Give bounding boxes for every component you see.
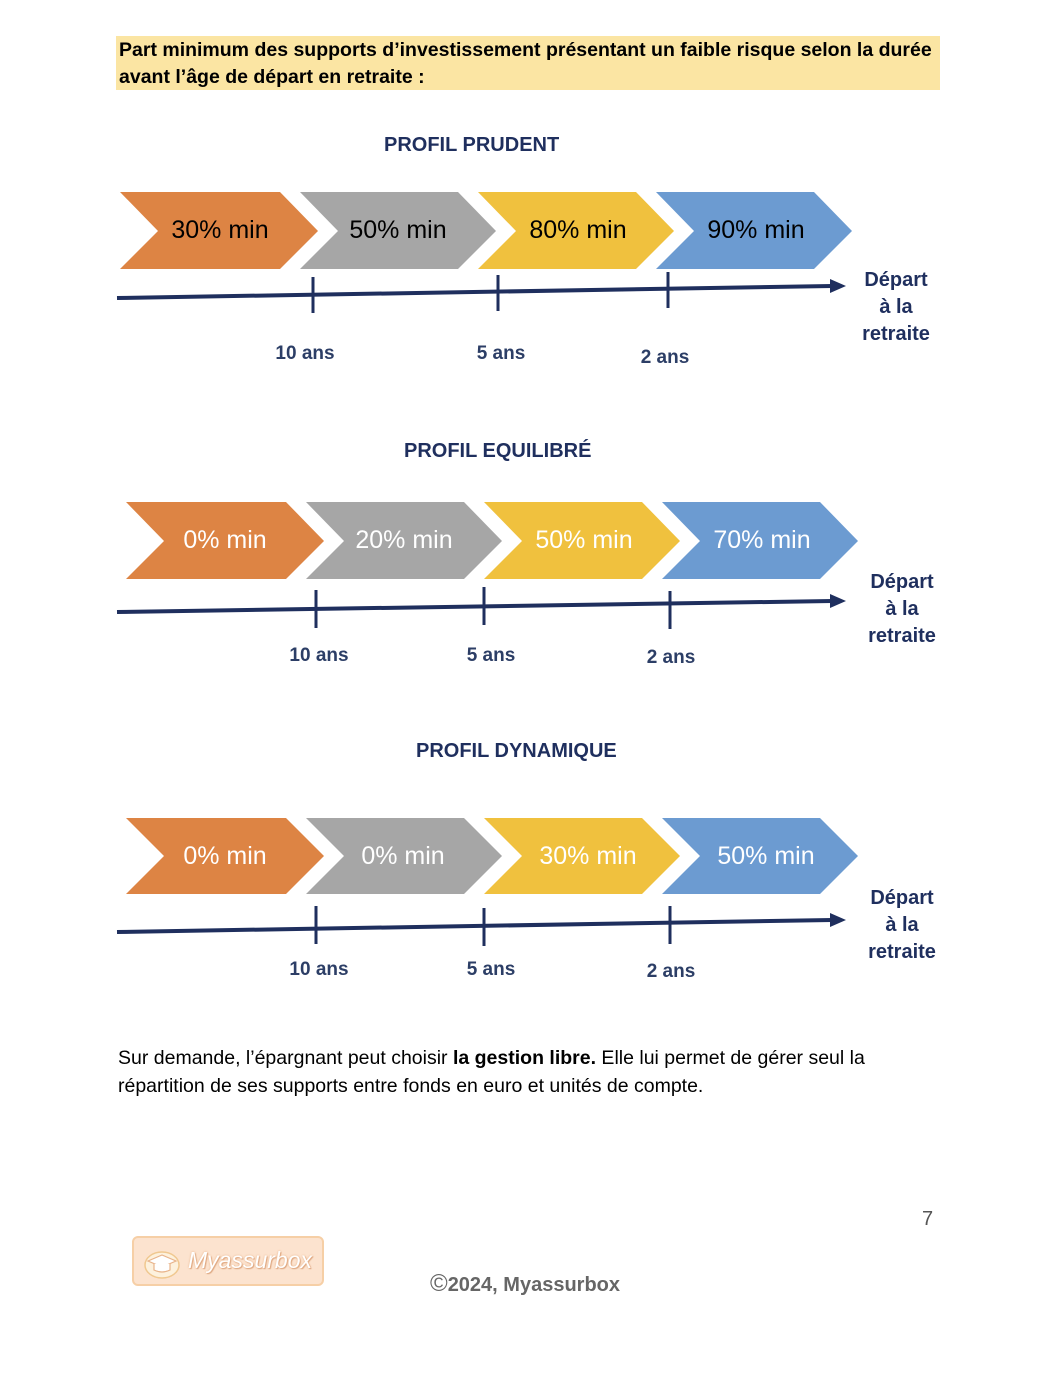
step-label: 80% min: [529, 216, 627, 244]
step-label: 30% min: [539, 842, 637, 870]
depart-label: Départ à la retraite: [862, 269, 930, 345]
arrowhead: [830, 279, 846, 293]
tick-label: 2 ans: [640, 347, 690, 368]
step-label: 70% min: [713, 526, 811, 554]
tick-label: 5 ans: [466, 645, 516, 666]
step-label: 50% min: [535, 526, 633, 554]
tick-label: 5 ans: [476, 343, 526, 364]
profile-diagram-dynamique: [0, 740, 1060, 1006]
body-paragraph: Sur demande, l’épargnant peut choisir la gestion libre. Elle lui permet de gérer seul la répartition de ses supports entre fonds en euro et unités de compte.: [118, 1047, 865, 1097]
section-heading: Part minimum des supports d’investissement présentant un faible risque selon la durée avant l’âge de départ en retraite :: [116, 36, 940, 90]
tick-label: 10 ans: [289, 645, 349, 666]
step-label: 90% min: [707, 216, 805, 244]
timeline-arrow: [117, 601, 832, 612]
tick-label: 2 ans: [646, 961, 696, 982]
depart-label: Départ à la retraite: [868, 571, 936, 647]
bold-phrase: la gestion libre.: [452, 1047, 597, 1069]
copyright-symbol: ©: [430, 1270, 448, 1297]
profile-title: PROFIL DYNAMIQUE: [416, 740, 617, 762]
tick-label: 10 ans: [289, 959, 349, 980]
timeline-arrow: [117, 286, 832, 298]
profile-diagram-equilibre: [0, 430, 1060, 690]
profile-diagram-prudent: [0, 120, 1060, 380]
step-label: 0% min: [361, 842, 445, 870]
tick-label: 10 ans: [275, 343, 335, 364]
myassurbox-logo: [132, 1236, 324, 1286]
step-label: 0% min: [183, 526, 267, 554]
arrowhead: [830, 594, 846, 608]
step-label: 20% min: [355, 526, 453, 554]
step-label: 50% min: [349, 216, 447, 244]
step-label: 50% min: [717, 842, 815, 870]
step-label: 0% min: [183, 842, 267, 870]
copyright-footer: [430, 1270, 620, 1298]
profile-title: PROFIL EQUILIBRÉ: [404, 440, 592, 462]
step-label: 30% min: [171, 216, 269, 244]
tick-label: 2 ans: [646, 647, 696, 668]
copyright-text: 2024, Myassurbox: [447, 1274, 621, 1296]
graduation-cap-icon: [142, 1246, 182, 1280]
timeline-arrow: [117, 920, 832, 932]
page-number: 7: [922, 1208, 934, 1230]
profile-title: PROFIL PRUDENT: [384, 134, 560, 156]
arrowhead: [830, 913, 846, 927]
logo-text: Myassurbox: [188, 1247, 312, 1273]
tick-label: 5 ans: [466, 959, 516, 980]
depart-label: Départ à la retraite: [868, 887, 936, 963]
